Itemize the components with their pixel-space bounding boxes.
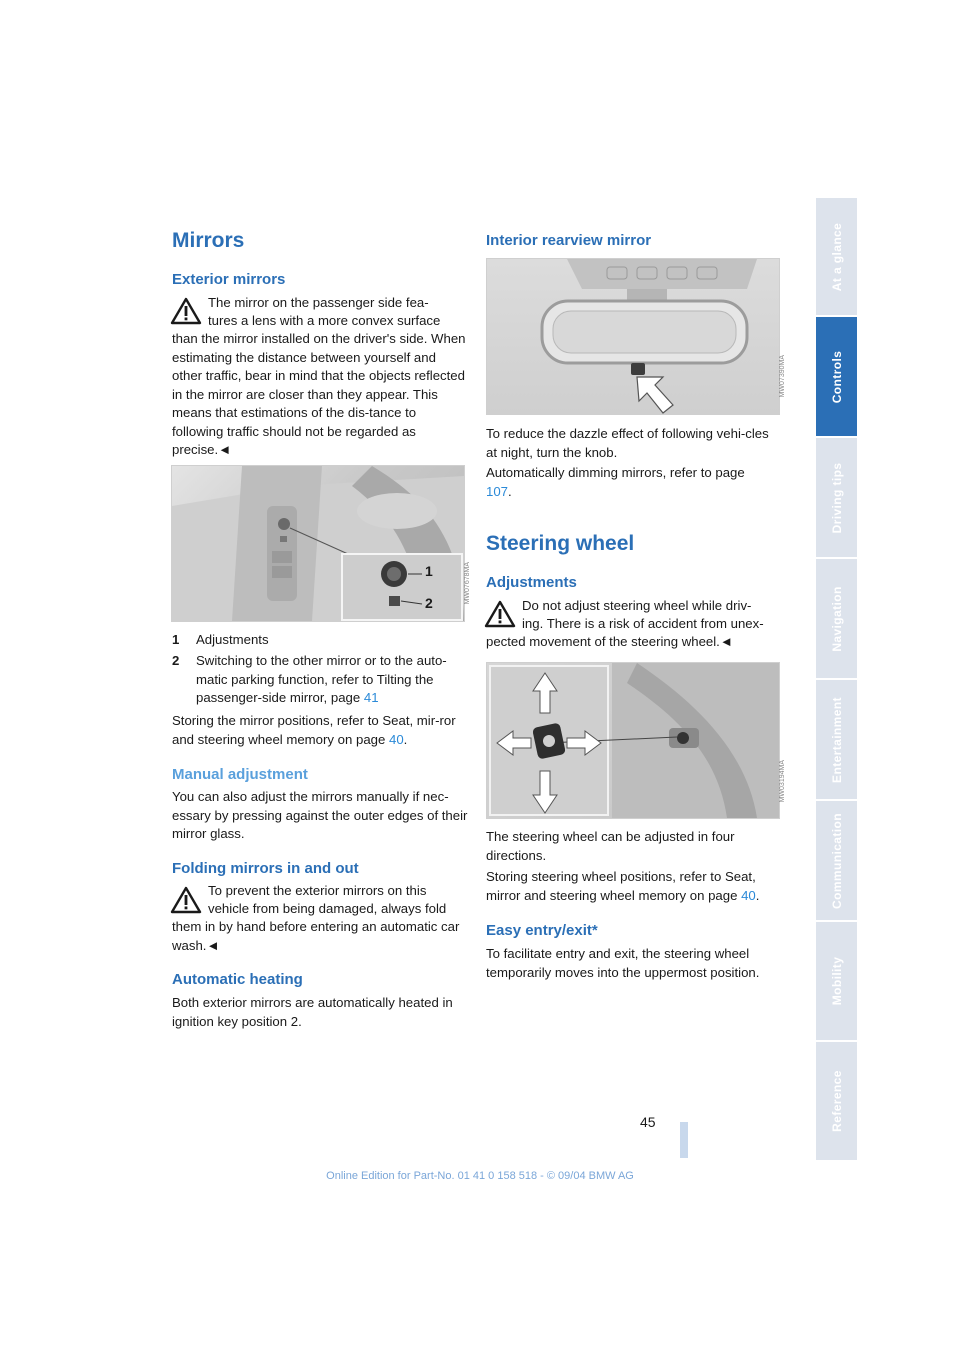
list-item — [172, 652, 472, 708]
folding-warning-line2: vehicle from being damaged, always fold — [208, 901, 447, 916]
list-item-number: 2 — [172, 653, 180, 668]
section-title-mirrors: Mirrors — [172, 229, 245, 252]
folding-warning-text: them in by hand before entering an automatic car wash.◄ — [172, 919, 460, 953]
heading-easy-entry-exit: Easy entry/exit* — [486, 922, 598, 939]
tab-reference[interactable]: Reference — [816, 1042, 857, 1160]
tab-driving-tips[interactable]: Driving tips — [816, 438, 857, 557]
warning-triangle-icon — [170, 297, 202, 325]
image-code-1: MW07678MA — [464, 562, 471, 605]
heading-folding-mirrors: Folding mirrors in and out — [172, 860, 359, 877]
list-item-text: Switching to the other mirror or to the auto-matic parking function, refer to Tilting the passenger-side mirror, page — [196, 653, 447, 705]
heading-interior-mirror: Interior rearview mirror — [486, 232, 652, 249]
page-marker-bar — [680, 1122, 688, 1158]
list-item-number: 1 — [172, 632, 180, 647]
steering-adjust-photo — [486, 662, 780, 819]
adjust-warning-line1: Do not adjust steering wheel while driv- — [522, 598, 752, 613]
section-title-steering-wheel: Steering wheel — [486, 532, 635, 555]
adjust-warning-line2: ing. There is a risk of accident from unex- — [522, 616, 764, 631]
dazzle-text: To reduce the dazzle effect of following vehi-cles at night, turn the knob. — [486, 426, 769, 460]
dimming-text: Automatically dimming mirrors, refer to page 107. — [486, 465, 745, 499]
storing-text: Storing the mirror positions, refer to Seat, mir-ror and steering wheel memory on page — [172, 713, 456, 747]
page-link-40[interactable]: 40 — [389, 731, 404, 747]
tab-entertainment[interactable]: Entertainment — [816, 680, 857, 799]
list-item — [172, 631, 472, 650]
exterior-warning-line1: The mirror on the passenger side fea- — [208, 295, 429, 310]
adjust-warning-text: pected movement of the steering wheel.◄ — [486, 634, 733, 649]
callout-2: 2 — [425, 595, 433, 611]
warning-triangle-icon — [484, 600, 516, 628]
tab-at-a-glance[interactable]: At a glance — [816, 198, 857, 315]
tab-navigation[interactable]: Navigation — [816, 559, 857, 678]
door-mirror-controls-photo — [171, 465, 465, 622]
steering-storing-body: Storing steering wheel positions, refer to Seat, mirror and steering wheel memory on page — [486, 869, 756, 903]
four-directions-text: The steering wheel can be adjusted in four directions. — [486, 829, 735, 863]
image-code-3: MW03194MA — [779, 760, 786, 803]
folding-warning-line1: To prevent the exterior mirrors on this — [208, 883, 427, 898]
footer-edition-note: Online Edition for Part-No. 01 41 0 158 518 - © 09/04 BMW AG — [326, 1170, 634, 1182]
tab-communication[interactable]: Communication — [816, 801, 857, 920]
page-link-41[interactable]: 41 — [363, 690, 379, 705]
tab-controls[interactable]: Controls — [816, 317, 857, 436]
heading-automatic-heating: Automatic heating — [172, 971, 303, 988]
heading-exterior-mirrors: Exterior mirrors — [172, 271, 286, 288]
exterior-warning-line2: tures a lens with a more convex surface — [208, 313, 441, 328]
page-number: 45 — [640, 1114, 656, 1130]
easy-entry-text: To facilitate entry and exit, the steering wheel temporarily moves into the uppermost position. — [486, 946, 760, 980]
image-code-2: MW07390MA — [779, 355, 786, 398]
list-item-text: Adjustments — [196, 632, 269, 647]
manual-adjustment-text: You can also adjust the mirrors manually if nec-essary by pressing against the outer edges of their mirror glass. — [172, 789, 468, 841]
heading-adjustments: Adjustments — [486, 574, 577, 591]
warning-triangle-icon — [170, 886, 202, 914]
page-link-107[interactable]: 107 — [486, 483, 509, 499]
rearview-mirror-photo — [486, 258, 780, 415]
steering-storing-text: Storing steering wheel positions, refer to Seat, mirror and steering wheel memory on page 40. — [486, 869, 760, 903]
heading-manual-adjustment: Manual adjustment — [172, 766, 308, 783]
page-link-40[interactable]: 40 — [741, 887, 756, 903]
exterior-warning-text: than the mirror installed on the driver's side. When estimating the distance between yourself and other traffic, bear in mind that the objects reflected in the mirror are closer than they appear. This means that estimations of the dis-tance to following traffic should not be regarded as precise.◄ — [172, 331, 466, 457]
automatic-heating-text: Both exterior mirrors are automatically heated in ignition key position 2. — [172, 995, 453, 1029]
dimming-text-body: Automatically dimming mirrors, refer to page — [486, 465, 745, 480]
tab-mobility[interactable]: Mobility — [816, 922, 857, 1040]
callout-1: 1 — [425, 563, 433, 579]
storing-positions-text: Storing the mirror positions, refer to Seat, mir-ror and steering wheel memory on page 40. — [172, 713, 456, 747]
